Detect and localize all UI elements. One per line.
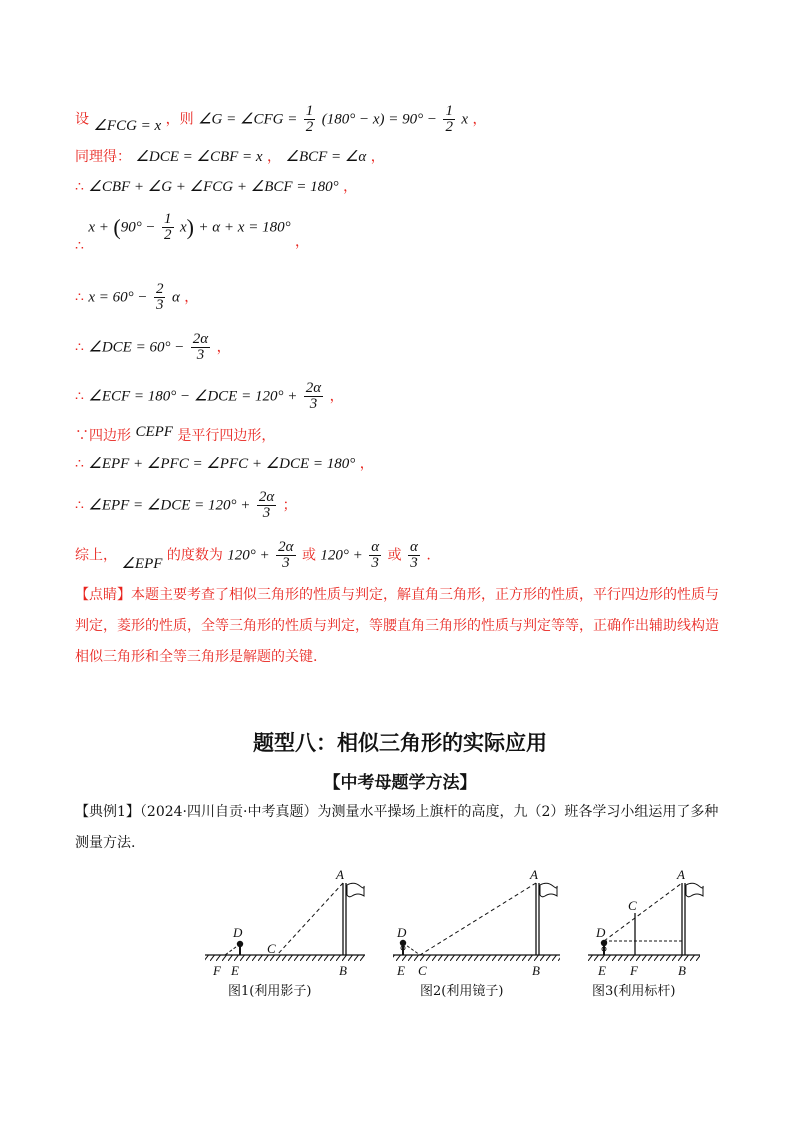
fraction: $\frac{2\alpha}{3}$ bbox=[305, 380, 322, 412]
fraction: $\frac{2\alpha}{3}$ bbox=[258, 489, 275, 521]
solution-line-11: 综上， ∠EPF 的度数为 120° + $\frac{2\alpha}{3}$ 或 120° + $\frac{\alpha}{3}$ 或 $\frac{\alpha}{3}$ . bbox=[75, 539, 431, 572]
fraction: $\frac{2\alpha}{3}$ bbox=[278, 539, 294, 571]
label-B: B bbox=[678, 963, 686, 978]
label-E: E bbox=[598, 963, 606, 978]
label-C: C bbox=[418, 963, 427, 978]
figures-diagram bbox=[0, 865, 800, 1015]
label-C: C bbox=[628, 898, 637, 913]
solution-line-1: 设 ∠FCG = x ，则 ∠G = ∠CFG = $\frac{1}{2}$ (180° − x) = 90° − $\frac{1}{2}$ x ， bbox=[75, 103, 487, 135]
fraction: $\frac{2\alpha}{3}$ bbox=[192, 331, 209, 363]
label-F: F bbox=[630, 963, 638, 978]
figure-1-shadow bbox=[205, 867, 365, 999]
figure-3-pole bbox=[588, 867, 703, 999]
section-subtitle: 【中考母题学方法】 bbox=[323, 773, 477, 793]
solution-line-6: ∴ ∠DCE = 60° − $\frac{2\alpha}{3}$ ， bbox=[75, 331, 231, 363]
label-D: D bbox=[233, 925, 243, 940]
solution-line-9: ∴ ∠EPF + ∠PFC = ∠PFC + ∠DCE = 180° ， bbox=[75, 456, 374, 472]
section-title: 题型八：相似三角形的实际应用 bbox=[253, 731, 547, 755]
label-A: A bbox=[336, 867, 344, 882]
solution-line-7: ∴ ∠ECF = 180° − ∠DCE = 120° + $\frac{2\alpha}{3}$ ， bbox=[75, 380, 344, 412]
figure-2-mirror bbox=[393, 867, 560, 999]
label-A: A bbox=[530, 867, 538, 882]
solution-line-4: ∴ x + (90° − $\frac{1}{2}$ x) + α + x = 180° ， bbox=[75, 211, 310, 254]
fraction: $\frac{\alpha}{3}$ bbox=[410, 539, 418, 571]
key-point-text: 本题主要考查了相似三角形的性质与判定，解直角三角形，正方形的性质，平行四边形的性质与判定，菱形的性质，全等三角形的性质与判定，等腰直角三角形的性质与判定等等，正确作出辅助线构造相似三角形和全等三角形是解题的关键. bbox=[75, 587, 719, 665]
label-E: E bbox=[231, 963, 239, 978]
label-C: C bbox=[267, 941, 276, 956]
label-A: A bbox=[677, 867, 685, 882]
fraction: $\frac{\alpha}{3}$ bbox=[371, 539, 380, 571]
figure-1-caption: 图1(利用影子) bbox=[228, 984, 312, 999]
math-expr: ∠FCG = x bbox=[93, 117, 162, 134]
fraction: $\frac{2}{3}$ bbox=[155, 281, 164, 313]
fraction: $\frac{1}{2}$ bbox=[445, 103, 453, 135]
label-F: F bbox=[213, 963, 221, 978]
example-label: 【典例1】 bbox=[75, 804, 140, 820]
label-E: E bbox=[397, 963, 405, 978]
fraction: $\frac{1}{2}$ bbox=[164, 211, 172, 243]
solution-line-8: ∵四边形 CEPF 是平行四边形， bbox=[75, 424, 276, 444]
figure-2-caption: 图2(利用镜子) bbox=[420, 984, 504, 999]
key-point-comment bbox=[75, 580, 725, 673]
fraction: $\frac{1}{2}$ bbox=[305, 103, 314, 135]
solution-line-5: ∴ x = 60° − $\frac{2}{3}$ α ， bbox=[75, 281, 199, 313]
example-statement bbox=[75, 797, 730, 859]
figure-3-caption: 图3(利用标杆) bbox=[592, 984, 676, 999]
example-text: （2024·四川自贡·中考真题）为测量水平操场上旗杆的高度，九（2）班各学习小组运用了多种测量方法. bbox=[75, 804, 719, 851]
label-B: B bbox=[339, 963, 347, 978]
solution-line-3: ∴ ∠CBF + ∠G + ∠FCG + ∠BCF = 180° ， bbox=[75, 179, 358, 195]
key-point-label: 【点睛】 bbox=[75, 587, 131, 603]
label-B: B bbox=[532, 963, 540, 978]
label-D: D bbox=[397, 925, 407, 940]
label-D: D bbox=[596, 925, 606, 940]
solution-line-2: 同理得： ∠DCE = ∠CBF = x ， ∠BCF = ∠α ， bbox=[75, 149, 385, 165]
solution-line-10: ∴ ∠EPF = ∠DCE = 120° + $\frac{2\alpha}{3}$ ； bbox=[75, 489, 297, 521]
